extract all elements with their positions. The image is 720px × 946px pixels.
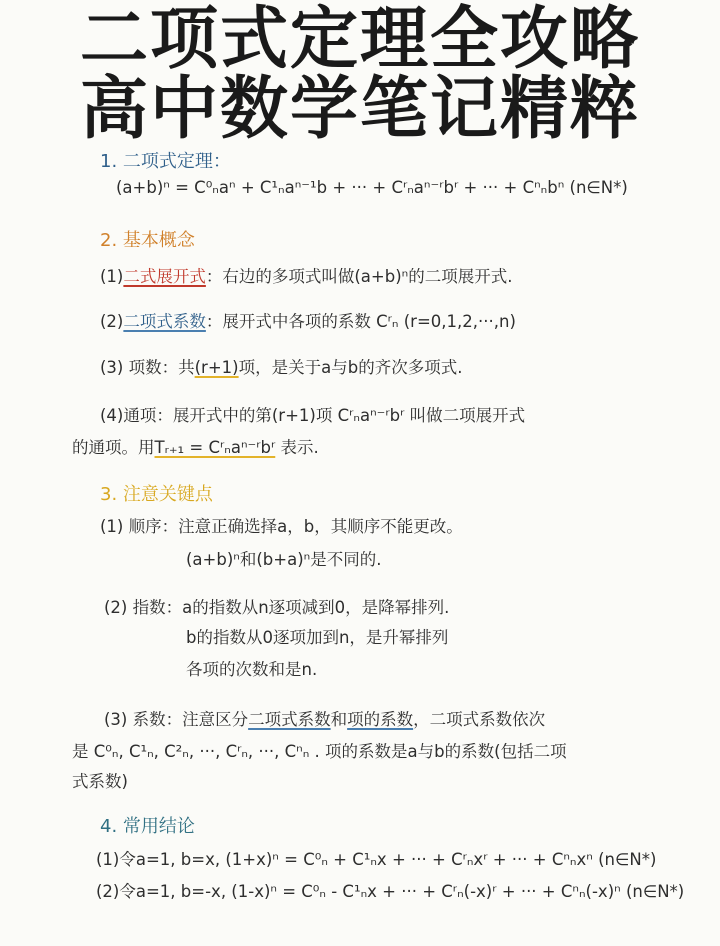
section-3-heading: 3. 注意关键点 xyxy=(100,484,213,505)
concept-2-text: ：展开式中各项的系数 Cʳₙ (r=0,1,2,···,n) xyxy=(205,312,516,331)
keypoint-3-line3: 式系数) xyxy=(72,772,128,791)
concept-1-term: 二式展开式 xyxy=(123,267,206,286)
conclusion-2: (2)令a=1, b=-x, (1-x)ⁿ = C⁰ₙ - C¹ₙx + ··· + Cʳₙ(-x)ʳ + ··· + Cⁿₙ(-x)ⁿ (n∈N*) xyxy=(96,882,685,901)
concept-1-number: (1) xyxy=(100,267,124,286)
binomial-theorem-formula: (a+b)ⁿ = C⁰ₙaⁿ + C¹ₙaⁿ⁻¹b + ··· + Cʳₙaⁿ⁻ʳbʳ + ··· + Cⁿₙbⁿ (n∈N*) xyxy=(116,178,628,197)
concept-4-text-b: 表示. xyxy=(280,438,319,457)
keypoint-3-text-b: ，二项式系数依次 xyxy=(413,710,546,729)
keypoint-3-term-term-coeff: 项的系数 xyxy=(347,710,414,729)
keypoint-3-line2: 是 C⁰ₙ, C¹ₙ, C²ₙ, ···, Cʳₙ, ···, Cⁿₙ . 项的系数是a与b的系数(包括二项 xyxy=(72,742,567,761)
concept-3-term: (r+1) xyxy=(194,358,239,377)
concept-4-line2 xyxy=(72,434,319,458)
keypoint-2-line1: (2) 指数：a的指数从n逐项减到0，是降幂排列. xyxy=(104,598,450,617)
conclusion-1: (1)令a=1, b=x, (1+x)ⁿ = C⁰ₙ + C¹ₙx + ··· + Cʳₙxʳ + ··· + Cⁿₙxⁿ (n∈N*) xyxy=(96,850,657,869)
concept-3-label: (3) 项数：共 xyxy=(100,358,195,377)
concept-2 xyxy=(100,308,516,332)
keypoint-1-line2: (a+b)ⁿ和(b+a)ⁿ是不同的. xyxy=(186,550,382,569)
keypoint-3-line1 xyxy=(104,706,545,730)
page-title-line1: 二项式定理全攻略 xyxy=(79,0,640,79)
section-1-heading: 1. 二项式定理： xyxy=(100,151,231,172)
page-title-line2: 高中数学笔记精粹 xyxy=(79,70,640,149)
concept-4-line1: (4)通项：展开式中的第(r+1)项 Cʳₙaⁿ⁻ʳbʳ 叫做二项展开式 xyxy=(100,406,526,425)
concept-1-text: ：右边的多项式叫做(a+b)ⁿ的二项展开式. xyxy=(205,267,513,286)
concept-2-term: 二项式系数 xyxy=(123,312,206,331)
section-2-heading: 2. 基本概念 xyxy=(100,230,195,251)
concept-3-text: 项，是关于a与b的齐次多项式. xyxy=(238,358,463,377)
keypoint-2-line2: b的指数从0逐项加到n，是升幂排列 xyxy=(186,628,449,647)
general-term-formula: Tᵣ₊₁ = Cʳₙaⁿ⁻ʳbʳ xyxy=(154,438,276,457)
keypoint-3-text-a: (3) 系数：注意区分 xyxy=(104,710,249,729)
keypoint-3-term-binomial-coeff: 二项式系数 xyxy=(248,710,331,729)
concept-3 xyxy=(100,354,462,378)
keypoint-2-line3: 各项的次数和是n. xyxy=(186,660,318,679)
concept-1 xyxy=(100,263,512,287)
concept-4-text-a: 的通项。用 xyxy=(72,438,155,457)
keypoint-1-line1: (1) 顺序：注意正确选择a，b，其顺序不能更改。 xyxy=(100,517,463,536)
keypoint-3-text-mid: 和 xyxy=(330,710,348,729)
concept-2-number: (2) xyxy=(100,312,124,331)
section-4-heading: 4. 常用结论 xyxy=(100,816,195,837)
